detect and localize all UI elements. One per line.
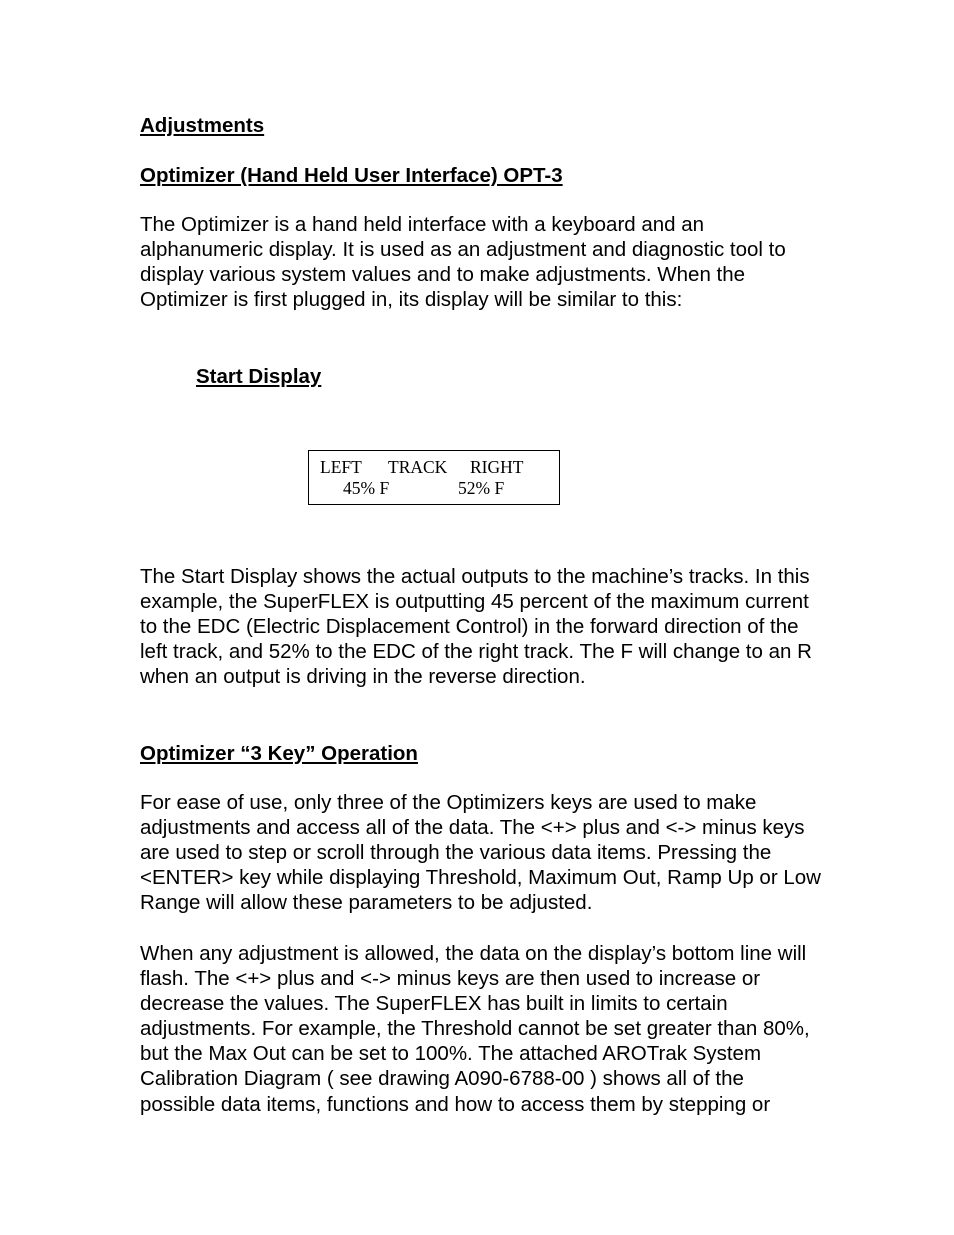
paragraph-line: flash. The <+> plus and <-> minus keys are then used to increase or bbox=[140, 967, 761, 991]
paragraph-line: adjustments and access all of the data. The <+> plus and <-> minus keys bbox=[140, 816, 805, 840]
start-display-paragraph bbox=[140, 564, 880, 689]
paragraph-line: decrease the values. The SuperFLEX has built in limits to certain bbox=[140, 992, 728, 1016]
display-right-value: 52% F bbox=[458, 478, 505, 498]
paragraph-line: display various system values and to make adjustments. When the bbox=[140, 263, 746, 287]
paragraph-line: Optimizer is first plugged in, its display will be similar to this: bbox=[140, 288, 683, 312]
paragraph-line: When any adjustment is allowed, the data on the display’s bottom line will bbox=[140, 942, 807, 965]
optimizer-heading: Optimizer (Hand Held User Interface) OPT-3 bbox=[140, 164, 563, 187]
paragraph-line: are used to step or scroll through the various data items. Pressing the bbox=[140, 841, 772, 865]
paragraph-line: Calibration Diagram ( see drawing A090-6788-00 ) shows all of the bbox=[140, 1067, 744, 1091]
paragraph-line: example, the SuperFLEX is outputting 45 percent of the maximum current bbox=[140, 590, 809, 614]
intro-paragraph bbox=[140, 212, 880, 312]
three-key-heading: Optimizer “3 Key” Operation bbox=[140, 742, 418, 765]
paragraph-line: adjustments. For example, the Threshold cannot be set greater than 80%, bbox=[140, 1017, 810, 1041]
ease-of-use-paragraph bbox=[140, 790, 880, 915]
display-track-label: TRACK bbox=[388, 457, 448, 477]
paragraph-line: to the EDC (Electric Displacement Control) in the forward direction of the bbox=[140, 615, 799, 639]
display-left-value: 45% F bbox=[343, 478, 390, 498]
display-left-label: LEFT bbox=[320, 457, 362, 477]
paragraph-line: left track, and 52% to the EDC of the right track. The F will change to an R bbox=[140, 640, 812, 664]
paragraph-line: The Start Display shows the actual outputs to the machine’s tracks. In this bbox=[140, 565, 810, 588]
paragraph-line: <ENTER> key while displaying Threshold, Maximum Out, Ramp Up or Low bbox=[140, 866, 821, 890]
start-display-heading: Start Display bbox=[196, 365, 322, 388]
adjustment-paragraph bbox=[140, 941, 880, 1117]
display-right-label: RIGHT bbox=[470, 457, 524, 477]
paragraph-line: Range will allow these parameters to be adjusted. bbox=[140, 891, 593, 915]
paragraph-line: For ease of use, only three of the Optimizers keys are used to make bbox=[140, 791, 757, 814]
paragraph-line: alphanumeric display. It is used as an adjustment and diagnostic tool to bbox=[140, 238, 786, 262]
optimizer-display bbox=[308, 450, 560, 505]
paragraph-line: possible data items, functions and how to access them by stepping or bbox=[140, 1092, 771, 1116]
paragraph-line: when an output is driving in the reverse direction. bbox=[140, 665, 586, 689]
adjustments-heading: Adjustments bbox=[140, 114, 265, 137]
paragraph-line: The Optimizer is a hand held interface with a keyboard and an bbox=[140, 213, 705, 236]
paragraph-line: but the Max Out can be set to 100%. The attached AROTrak System bbox=[140, 1042, 762, 1066]
